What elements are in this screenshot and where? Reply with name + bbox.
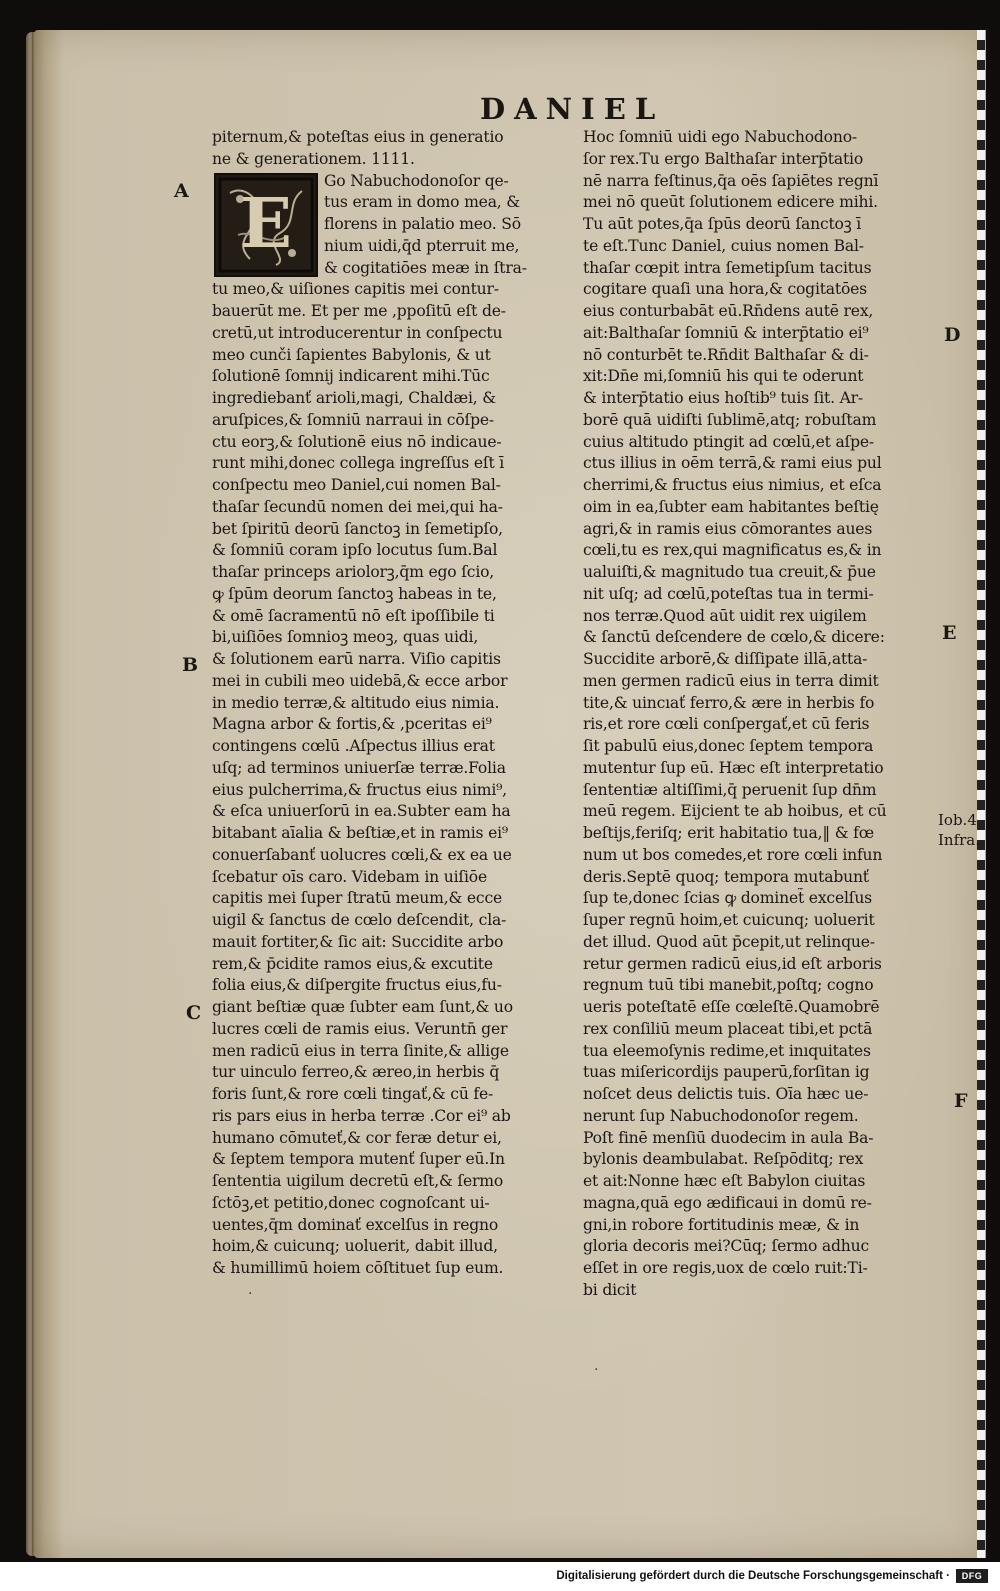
text-line: rex conſiliū meum placeat tibi,et pctā — [583, 1019, 873, 1038]
text-line: tua eleemoſynis redime,et inıquitates — [583, 1041, 871, 1060]
text-line: num ut bos comedes,et rore cœli infun — [583, 845, 883, 864]
text-line: tur uinculo ferreo,& æreo,in herbis q̄ — [212, 1063, 500, 1082]
text-line: Succidite arborē,& diſſipate illā,atta- — [583, 650, 868, 668]
text-line: nerunt ſup Nabuchodonoſor regem. — [583, 1106, 859, 1125]
text-line: giant beſtiæ quæ ſubter eam ſunt,& uo — [212, 998, 513, 1016]
text-line: regnum tuū tibi manebit,poſtq; cogno — [583, 976, 874, 995]
text-line: bi,uiſiōes ſomnioꝫ meoꝫ, quas uidi, — [212, 628, 479, 647]
text-line: cœli,tu es rex,qui magnificatus es,& in — [583, 541, 882, 560]
text-line: & eſca uniuerſorū in ea.Subter eam ha — [212, 802, 511, 821]
text-line: ꝙ ſpūm deorum ſanctoꝫ habeas in te, — [212, 584, 497, 603]
text-line: nos terræ.Quod aūt uidit rex uigilem — [583, 606, 867, 625]
text-line: uigil & ſanctus de cœlo deſcendit, cla- — [212, 911, 507, 929]
text-line: nit uſq; ad cœlū,poteſtas tua in termi- — [583, 584, 874, 603]
text-line: oim in ea,ſubter eam habitantes beſtię — [583, 497, 879, 516]
text-line: mei in cubili meo uidebā,& ecce arbor — [212, 671, 508, 690]
footer-bar — [0, 1562, 1000, 1591]
text-line: Go Nabuchodonoſor qe- — [324, 171, 509, 190]
text-line: humano cōmuteť,& cor feræ detur ei, — [212, 1128, 502, 1147]
text-line: borē quā uidiſti ſublimē,atq; robuſtam — [583, 410, 877, 429]
text-line: ſit pabulū eius,donec ſeptem tempora — [583, 737, 874, 755]
text-line: bylonis deambulabat. Reſpōditq; rex — [583, 1150, 864, 1169]
text-line: folia eius,& diſpergite fructus eius,fu- — [212, 976, 502, 995]
text-line: capitis mei ſuper ſtratū meum,& ecce — [212, 889, 503, 908]
text-line: ſor rex.Tu ergo Balthaſar interp̄tatio — [583, 149, 864, 168]
text-line: men radicū eius in terra ſinite,& allige — [212, 1041, 509, 1060]
text-line: piternum,& poteſtas eius in generatio — [212, 128, 504, 146]
text-line: deris.Septē quoq; tempora mutabunť — [583, 867, 869, 886]
text-line: bitabant aīalia & beſtiæ,et in ramis ei⁹ — [212, 824, 508, 842]
text-line: xit:Dn̄e mi,ſomniū his qui te oderunt — [583, 367, 864, 386]
margin-letter-c: C — [186, 1002, 202, 1024]
text-line: in medio terræ,& altitudo eius nimia. — [212, 693, 500, 712]
text-line: aruſpices,& ſomniū narraui in cōſpe- — [212, 410, 494, 429]
funding-credit: Digitalisierung gefördert durch die Deutsche Forschungsgemeinschaft · — [556, 1570, 950, 1582]
text-line: ſolutionē ſomnij indicarent mihi.Tūc — [212, 367, 490, 386]
text-line: te eſt.Tunc Daniel, cuius nomen Bal- — [583, 236, 864, 255]
text-line: bi dicit — [583, 1280, 637, 1299]
text-line: beſtijs,feriſq; erit habitatio tua,‖ & fœ — [583, 824, 874, 842]
text-line: ris pars eius in herba terræ .Cor ei⁹ ab — [212, 1106, 511, 1125]
text-line: uentes,q̄m dominať excelſus in regno — [212, 1215, 499, 1234]
margin-letter-a: A — [174, 180, 189, 202]
text-line: eſſet in ore regis,uox de cœlo ruit:Ti- — [583, 1259, 868, 1277]
text-line: ſup te,donec ſcias ꝙ dominet̃ excelſus — [583, 889, 872, 908]
text-line: tus eram in domo mea, & — [324, 193, 520, 212]
scan-ruler — [977, 30, 985, 1558]
text-line: & interp̄tatio eius hoſtib⁹ tuis ſit. Ar- — [583, 389, 864, 407]
text-line: mei nō queūt ſolutionem edicere mihi. — [583, 193, 878, 212]
text-line: tuas miſericordijs pauperū,forſitan ig — [583, 1063, 870, 1082]
margin-letter-d: D — [944, 324, 961, 346]
text-line: et ait:Nonne hæc eſt Babylon ciuitas — [583, 1172, 866, 1190]
text-line: thaſar ſecundū nomen dei mei,qui ha- — [212, 497, 503, 516]
left-text-column — [212, 127, 574, 1280]
text-line: retur germen radicū eius,id eſt arboris — [583, 954, 882, 973]
text-line: conſpectu meo Daniel,cui nomen Bal- — [212, 476, 501, 494]
text-line: & ſanctū deſcendere de cœlo,& dicere: — [583, 628, 885, 647]
margin-letter-e: E — [942, 622, 957, 644]
text-line: thaſar princeps ariolorꝫ,q̄m ego ſcio, — [212, 563, 495, 581]
text-line: meo cunči ſapientes Babylonis, & ut — [212, 345, 491, 364]
text-line: & ſolutionem earū narra. Viſio capitis — [212, 650, 501, 668]
margin-note-line-1: Iob.4 — [938, 811, 977, 829]
text-line: mauit fortiter,& ſic ait: Succidite arbo — [212, 932, 504, 951]
text-line: ſctōꝫ,et petitio,donec cognoſcant ui- — [212, 1193, 490, 1212]
text-line: gloria decoris mei?Cūq; ſermo adhuc — [583, 1237, 869, 1256]
text-line: ſententia uigilum decretū eſt,& ſermo — [212, 1172, 504, 1190]
page-speck: · — [594, 1362, 599, 1378]
text-line: meū regem. Eijcient te ab hoibus, et cū — [583, 802, 887, 821]
text-line: florens in palatio meo. Sō — [324, 215, 521, 233]
text-line: ris,et rore cœli conſpergať,et cū feris — [583, 715, 870, 734]
text-line: bauerūt me. Et per me ,ppoſitū eſt de- — [212, 302, 506, 320]
text-line: eius pulcherrima,& fructus eius nimi⁹, — [212, 780, 507, 799]
text-line: conuerſabanť uolucres cœli,& ex ea ue — [212, 845, 512, 864]
page-speck: · — [248, 1286, 253, 1302]
text-line: lucres cœli de ramis eius. Veruntn̄ ger — [212, 1019, 508, 1038]
text-line: tu meo,& uiſiones capitis mei contur- — [212, 280, 499, 299]
text-line: contingens cœlū .Aſpectus illius erat — [212, 737, 495, 755]
text-line: ueris poteſtatē eſſe cœleſtē.Quamobrē — [583, 998, 880, 1016]
text-line: ſententiæ altiſſimi,q̄ peruenit ſup dn̄m — [583, 780, 877, 799]
text-line: & cogitatiōes meæ in ſtra- — [324, 258, 527, 277]
text-line: nium uidi,q̄d pterruit me, — [324, 236, 520, 255]
margin-letter-f: F — [954, 1090, 968, 1112]
text-line: thaſar cœpit intra ſemetipſum tacitus — [583, 258, 872, 277]
text-line: cogitare quaſi una hora,& cogitatōes — [583, 280, 867, 299]
text-line: ne & generationem. 1111. — [212, 149, 415, 168]
text-line: gni,in robore fortitudinis meæ, & in — [583, 1215, 860, 1234]
text-line: foris ſunt,& rore cœli tingať,& cū fe- — [212, 1085, 494, 1103]
text-line: agri,& in ramis eius cōmorantes aues — [583, 519, 873, 538]
text-line: eius conturbabāt eū.Rn̄dens autē rex, — [583, 302, 874, 320]
running-head: DANIEL — [480, 92, 665, 126]
right-text-column — [583, 127, 933, 1302]
text-line: nō conturbēt te.Rn̄dit Balthaſar & di- — [583, 345, 869, 364]
margin-note-ref — [938, 810, 980, 850]
text-line: det illud. Quod aūt p̄cepit,ut relinque- — [583, 932, 875, 951]
text-line: ſcebatur oīs caro. Videbam in uiſiōe — [212, 867, 487, 886]
text-line: & ſeptem tempora mutenť ſuper eū.In — [212, 1150, 505, 1169]
text-line: rem,& p̄cidite ramos eius,& excutite — [212, 954, 493, 973]
text-line: Magna arbor & fortis,& ,pceritas ei⁹ — [212, 715, 492, 734]
text-line: cuius altitudo ptingit ad cœlū,et aſpe- — [583, 432, 874, 451]
text-line: ſuper regnū hoim,et cuicunq; uoluerit — [583, 911, 875, 929]
text-line: cherrimi,& fructus eius nimius, et eſca — [583, 476, 882, 494]
text-line: ctu eorꝫ,& ſolutionē eius nō indicaue- — [212, 432, 502, 451]
text-line: runt mihi,donec collega ingreſſus eſt ī — [212, 454, 505, 473]
dfg-logo-icon: DFG — [956, 1569, 988, 1583]
text-line: Tu aūt potes,q̄a ſpūs deorū ſanctoꝫ ī — [583, 215, 862, 233]
text-line: noſcet deus delictis tuis. Oīa hæc ue- — [583, 1085, 869, 1103]
text-line: ait:Balthaſar ſomniū & interp̄tatio ei⁹ — [583, 323, 869, 342]
margin-note-line-2: Infra. — [938, 831, 981, 849]
text-line: men germen radicū eius in terra dimit — [583, 671, 879, 690]
text-line: & ſomniū coram ipſo locutus ſum.Bal — [212, 541, 498, 560]
text-line: cretū,ut introducerentur in conſpectu — [212, 323, 503, 342]
text-line: & humillimū hoiem cōſtituet ſup eum. — [212, 1259, 504, 1277]
initial-letter: E — [240, 184, 292, 264]
text-line: ualuiſti,& magnitudo tua creuit,& p̄ue — [583, 563, 876, 581]
text-line: Poſt finē menſiū duodecim in aula Ba- — [583, 1128, 874, 1147]
text-line: & omē ſacramentū nō eſt ipoſſibile ti — [212, 606, 495, 625]
text-line: mutentur ſup eū. Hæc eſt interpretatio — [583, 758, 884, 777]
text-line: hoim,& cuicunq; uoluerit, dabit illud, — [212, 1237, 498, 1256]
margin-letter-b: B — [182, 654, 199, 676]
text-line: magna,quā ego ædificaui in domū re- — [583, 1193, 872, 1212]
text-line: bet ſpiritū deorū ſanctoꝫ in ſemetipſo, — [212, 519, 503, 538]
text-line: ingrediebanť arioli,magi, Chaldæi, & — [212, 389, 496, 407]
text-line: Hoc ſomniū uidi ego Nabuchodono- — [583, 128, 857, 146]
text-line: nē narra feſtinus,q̄a oēs ſapiētes regnī — [583, 171, 879, 190]
text-line: ctus illius in oēm terrā,& rami eius pul — [583, 454, 882, 473]
text-line: tite,& uincıať ferro,& ære in herbis fo — [583, 693, 875, 712]
text-line: uſq; ad terminos uniuerſæ terræ.Folia — [212, 758, 506, 777]
